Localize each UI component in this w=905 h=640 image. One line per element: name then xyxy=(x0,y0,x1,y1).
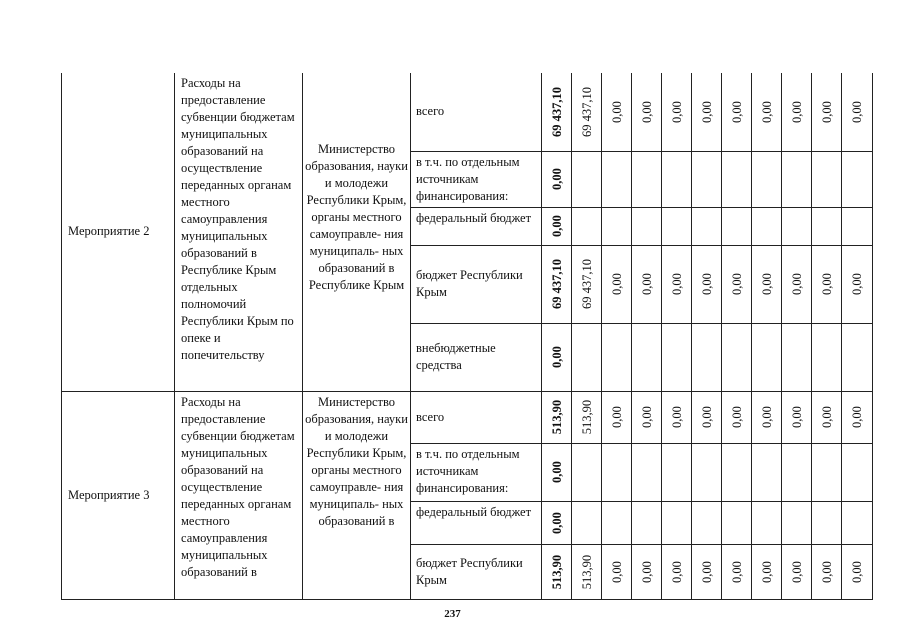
amount-year-cell xyxy=(812,501,842,544)
amount-year-cell xyxy=(632,73,662,151)
amount-year-cell xyxy=(782,391,812,443)
amount-value: 0,00 xyxy=(699,406,714,428)
amount-total: 0,00 xyxy=(549,461,564,483)
amount-total-cell xyxy=(542,151,572,207)
amount-year-cell xyxy=(632,501,662,544)
amount-year-cell xyxy=(602,544,632,599)
amount-year-cell xyxy=(812,245,842,323)
amount-value: 0,00 xyxy=(789,406,804,428)
amount-year-cell xyxy=(632,443,662,501)
amount-year-cell xyxy=(572,501,602,544)
amount-year-cell xyxy=(752,323,782,391)
amount-year-cell xyxy=(812,73,842,151)
amount-year-cell xyxy=(842,245,873,323)
budget-table xyxy=(61,73,873,600)
amount-year-cell xyxy=(812,151,842,207)
amount-total: 0,00 xyxy=(549,215,564,237)
amount-year-cell xyxy=(692,207,722,245)
amount-value: 0,00 xyxy=(850,100,864,123)
funding-source: всего xyxy=(411,73,542,151)
amount-year-cell xyxy=(782,501,812,544)
amount-year-cell xyxy=(782,151,812,207)
measure-description: Расходы на предоставление субвенции бюджетам муниципальных образований на осуществление переданных органам местного самоуправления муниципальных образований в xyxy=(175,391,303,599)
amount-value: 0,00 xyxy=(639,406,654,428)
amount-value: 0,00 xyxy=(789,273,804,295)
amount-year-cell xyxy=(602,207,632,245)
amount-year-cell xyxy=(572,443,602,501)
amount-total: 513,90 xyxy=(549,399,564,435)
amount-value: 0,00 xyxy=(789,100,804,123)
amount-value: 0,00 xyxy=(729,273,744,295)
amount-year-cell xyxy=(722,391,752,443)
amount-value: 0,00 xyxy=(759,406,774,428)
amount-value: 0,00 xyxy=(729,560,744,583)
amount-year-cell xyxy=(692,544,722,599)
amount-year-cell xyxy=(632,245,662,323)
measure-name: Мероприятие 3 xyxy=(62,391,175,599)
amount-year-cell xyxy=(722,443,752,501)
amount-year-cell xyxy=(662,73,692,151)
amount-year-cell xyxy=(752,245,782,323)
amount-year-cell xyxy=(842,73,873,151)
amount-total: 0,00 xyxy=(549,346,564,368)
amount-total-cell xyxy=(542,245,572,323)
responsible-organization: Министерство образования, науки и молодежи Республики Крым, органы местного самоуправле- ния муниципаль- ных образований в xyxy=(303,391,411,599)
amount-year-cell xyxy=(692,501,722,544)
amount-year-cell xyxy=(722,501,752,544)
amount-year-cell xyxy=(722,207,752,245)
measure-name: Мероприятие 2 xyxy=(62,73,175,391)
amount-year-cell xyxy=(602,443,632,501)
funding-source: внебюджетные средства xyxy=(411,323,542,391)
amount-year-cell xyxy=(572,73,602,151)
amount-year-cell xyxy=(842,151,873,207)
amount-year-cell xyxy=(722,73,752,151)
amount-year-cell xyxy=(812,391,842,443)
amount-value: 0,00 xyxy=(729,406,744,428)
amount-year-cell xyxy=(662,245,692,323)
amount-value: 0,00 xyxy=(609,406,624,428)
amount-year-cell xyxy=(602,245,632,323)
amount-year-cell xyxy=(752,73,782,151)
amount-total: 513,90 xyxy=(549,554,564,589)
amount-total-cell xyxy=(542,73,572,151)
amount-value: 0,00 xyxy=(759,273,774,295)
amount-year-cell xyxy=(692,245,722,323)
amount-year-cell xyxy=(752,151,782,207)
amount-year-cell xyxy=(842,443,873,501)
amount-year-cell xyxy=(782,207,812,245)
amount-value: 0,00 xyxy=(639,273,654,295)
amount-year-cell xyxy=(662,501,692,544)
amount-value: 0,00 xyxy=(669,560,684,583)
responsible-organization: Министерство образования, науки и молодежи Республики Крым, органы местного самоуправле- ния муниципаль- ных образований в Республике Крым xyxy=(303,73,411,391)
amount-year-cell xyxy=(632,391,662,443)
amount-value: 0,00 xyxy=(669,406,684,428)
amount-value: 0,00 xyxy=(819,273,834,295)
amount-value: 0,00 xyxy=(699,273,714,295)
amount-value: 69 437,10 xyxy=(579,259,594,309)
amount-value: 0,00 xyxy=(850,273,864,295)
amount-total-cell xyxy=(542,443,572,501)
amount-total: 0,00 xyxy=(549,511,564,534)
amount-value: 0,00 xyxy=(729,100,744,123)
amount-year-cell xyxy=(602,323,632,391)
amount-value: 0,00 xyxy=(850,406,864,428)
amount-total: 69 437,10 xyxy=(549,86,564,137)
budget-table-body xyxy=(62,73,873,599)
funding-source: бюджет Республики Крым xyxy=(411,544,542,599)
amount-year-cell xyxy=(722,323,752,391)
amount-year-cell xyxy=(572,391,602,443)
amount-value: 0,00 xyxy=(609,560,624,583)
amount-value: 0,00 xyxy=(669,273,684,295)
table-row xyxy=(62,391,873,443)
amount-value: 0,00 xyxy=(819,406,834,428)
amount-value: 0,00 xyxy=(609,100,624,123)
funding-source: всего xyxy=(411,391,542,443)
amount-value: 0,00 xyxy=(759,560,774,583)
amount-year-cell xyxy=(602,73,632,151)
amount-total-cell xyxy=(542,323,572,391)
amount-year-cell xyxy=(632,151,662,207)
amount-year-cell xyxy=(782,544,812,599)
amount-value: 0,00 xyxy=(669,100,684,123)
amount-value: 0,00 xyxy=(699,100,714,123)
amount-year-cell xyxy=(812,544,842,599)
amount-year-cell xyxy=(602,391,632,443)
amount-year-cell xyxy=(782,443,812,501)
amount-year-cell xyxy=(782,323,812,391)
amount-year-cell xyxy=(632,207,662,245)
amount-total-cell xyxy=(542,207,572,245)
amount-value: 69 437,10 xyxy=(579,86,594,137)
amount-year-cell xyxy=(572,323,602,391)
amount-year-cell xyxy=(722,245,752,323)
amount-total: 69 437,10 xyxy=(549,259,564,309)
amount-year-cell xyxy=(842,501,873,544)
amount-year-cell xyxy=(692,73,722,151)
amount-value: 0,00 xyxy=(699,560,714,583)
amount-value: 0,00 xyxy=(819,100,834,123)
amount-year-cell xyxy=(662,391,692,443)
amount-year-cell xyxy=(572,207,602,245)
funding-source: в т.ч. по отдельным источникам финансирования: xyxy=(411,151,542,207)
amount-year-cell xyxy=(692,443,722,501)
amount-year-cell xyxy=(752,501,782,544)
amount-year-cell xyxy=(662,151,692,207)
table-row xyxy=(62,73,873,151)
amount-year-cell xyxy=(572,151,602,207)
amount-value: 0,00 xyxy=(789,560,804,583)
amount-total-cell xyxy=(542,391,572,443)
funding-source: федеральный бюджет xyxy=(411,501,542,544)
amount-year-cell xyxy=(722,151,752,207)
amount-year-cell xyxy=(812,207,842,245)
amount-year-cell xyxy=(692,323,722,391)
page-number: 237 xyxy=(444,608,461,620)
amount-year-cell xyxy=(812,443,842,501)
amount-year-cell xyxy=(572,245,602,323)
amount-year-cell xyxy=(662,207,692,245)
amount-year-cell xyxy=(632,323,662,391)
amount-year-cell xyxy=(842,544,873,599)
amount-year-cell xyxy=(782,245,812,323)
amount-value: 0,00 xyxy=(639,100,654,123)
amount-total: 0,00 xyxy=(549,168,564,190)
funding-source: бюджет Республики Крым xyxy=(411,245,542,323)
amount-value: 513,90 xyxy=(579,399,594,435)
amount-year-cell xyxy=(782,73,812,151)
funding-source: федеральный бюджет xyxy=(411,207,542,245)
amount-year-cell xyxy=(842,323,873,391)
amount-year-cell xyxy=(662,323,692,391)
amount-year-cell xyxy=(662,443,692,501)
amount-year-cell xyxy=(752,207,782,245)
amount-value: 513,90 xyxy=(579,554,594,589)
amount-value: 0,00 xyxy=(759,100,774,123)
amount-total-cell xyxy=(542,544,572,599)
amount-year-cell xyxy=(812,323,842,391)
amount-year-cell xyxy=(692,151,722,207)
amount-year-cell xyxy=(572,544,602,599)
amount-year-cell xyxy=(842,391,873,443)
amount-year-cell xyxy=(602,501,632,544)
amount-year-cell xyxy=(632,544,662,599)
amount-year-cell xyxy=(842,207,873,245)
amount-year-cell xyxy=(752,443,782,501)
amount-year-cell xyxy=(602,151,632,207)
measure-description: Расходы на предоставление субвенции бюджетам муниципальных образований на осуществление переданных органам местного самоуправления муниципальных образований в Республике Крым отдельных полномочий Республики Крым по опеке и попечительству xyxy=(175,73,303,391)
amount-year-cell xyxy=(662,544,692,599)
amount-value: 0,00 xyxy=(850,560,864,583)
amount-year-cell xyxy=(752,544,782,599)
amount-value: 0,00 xyxy=(639,560,654,583)
amount-total-cell xyxy=(542,501,572,544)
amount-value: 0,00 xyxy=(819,560,834,583)
funding-source: в т.ч. по отдельным источникам финансирования: xyxy=(411,443,542,501)
amount-value: 0,00 xyxy=(609,273,624,295)
amount-year-cell xyxy=(722,544,752,599)
amount-year-cell xyxy=(752,391,782,443)
amount-year-cell xyxy=(692,391,722,443)
